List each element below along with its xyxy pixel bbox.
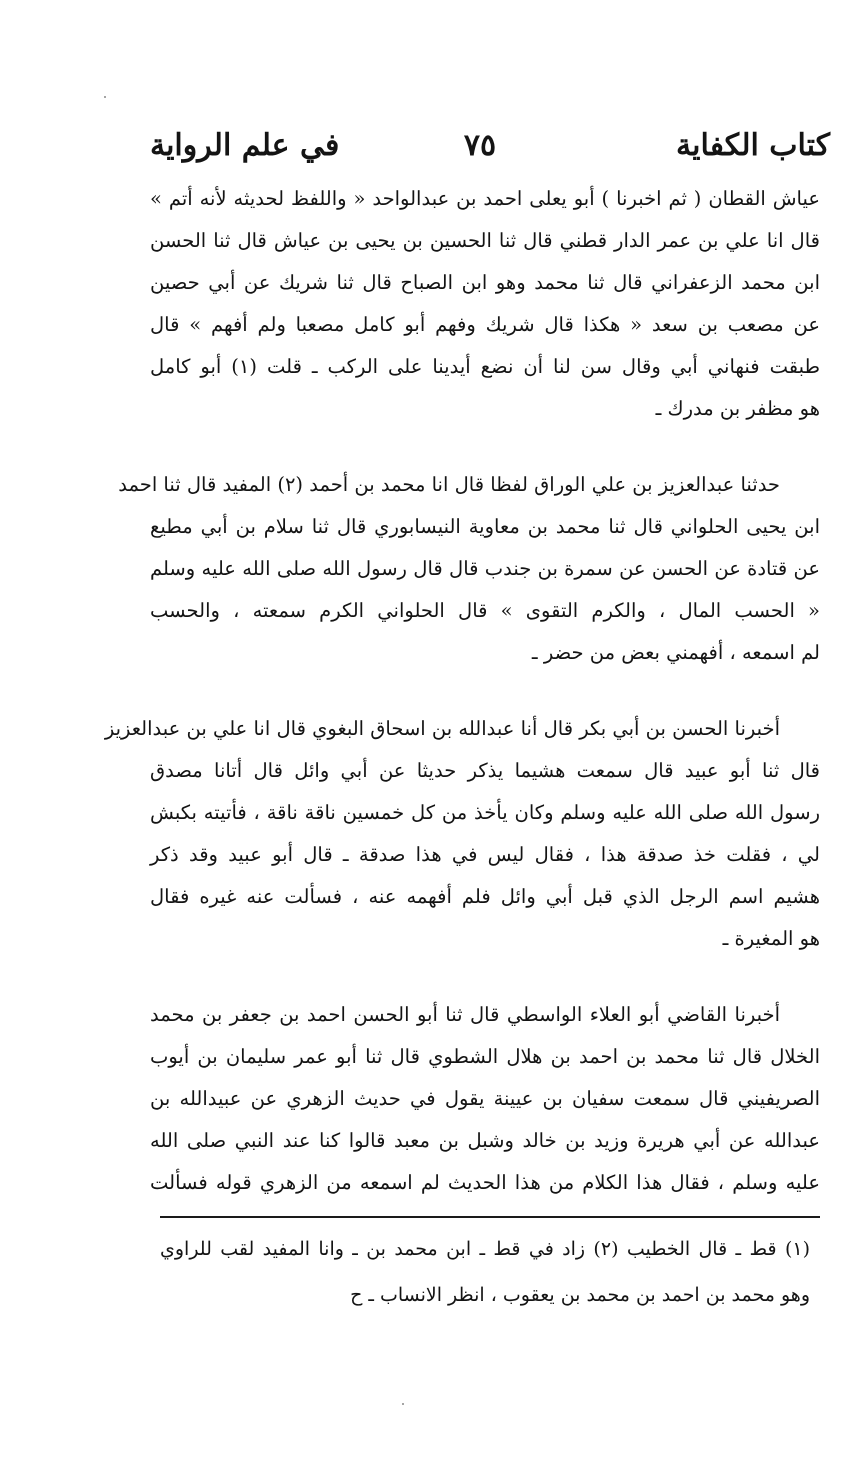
text-line: عليه وسلم ، فقال هذا الكلام من هذا الحديث لم اسمعه من الزهري قوله فسألت [150,1171,820,1194]
text-line: هو المغيرة ـ [722,927,820,950]
main-text [104,178,820,1204]
text-line: هو مظفر بن مدرك ـ [655,397,820,420]
text-line: عن مصعب بن سعد « هكذا قال شريك وفهم أبو كامل مصعبا ولم أفهم » قال [150,313,820,336]
text-line: لي ، فقلت خذ صدقة هذا ، فقال ليس في هذا صدقة ـ قال أبو عبيد وقد ذكر [150,843,820,866]
text-line: ابن محمد الزعفراني قال ثنا محمد وهو ابن الصباح قال ثنا شريك عن أبي حصين [150,271,820,294]
book-title: كتاب الكفاية [676,128,830,163]
running-header [150,118,830,178]
text-line: الصريفيني قال سمعت سفيان بن عيينة يقول في حديث الزهري عن عبيدالله بن [150,1087,820,1110]
text-line: لم اسمعه ، أفهمني بعض من حضر ـ [531,641,820,664]
text-line: حدثنا عبدالعزيز بن علي الوراق لفظا قال انا محمد بن أحمد (٢) المفيد قال ثنا احمد [118,473,780,496]
text-line: عياش القطان ( ثم اخبرنا ) أبو يعلى احمد بن عبدالواحد « واللفظ لحديثه لأنه أتم » [150,187,820,210]
page-number: ٧٥ [463,128,497,163]
text-line: أخبرنا الحسن بن أبي بكر قال أنا عبدالله بن اسحاق البغوي قال انا علي بن عبدالعزيز [104,717,780,740]
text-line: رسول الله صلى الله عليه وسلم وكان يأخذ من كل خمسين ناقة ناقة ، فأتيته بكبش [150,801,820,824]
footnote-line: (١) قط ـ قال الخطيب (٢) زاد في قط ـ ابن محمد بن ـ وانا المفيد لقب للراوي [160,1238,810,1260]
scan-speck [402,1403,404,1405]
footnote-divider [160,1216,820,1218]
text-line: هشيم اسم الرجل الذي قبل أبي وائل فلم أفهمه عنه ، فسألت عنه غيره فقال [150,885,820,908]
scan-speck [104,96,106,98]
text-line: طبقت فنهاني أبي وقال سن لنا أن نضع أيدينا على الركب ـ قلت (١) أبو كامل [150,355,820,378]
book-subtitle: في علم الرواية [150,128,340,163]
text-line: قال ثنا أبو عبيد قال سمعت هشيما يذكر حديثا عن أبي وائل قال أتانا مصدق [150,759,820,782]
text-line: الخلال قال ثنا محمد بن احمد بن هلال الشطوي قال ثنا أبو عمر سليمان بن أيوب [150,1045,820,1068]
paragraph-2 [118,464,820,674]
text-line: عبدالله عن أبي هريرة وزيد بن خالد وشبل بن معبد قالوا كنا عند النبي صلى الله [150,1129,820,1152]
text-line: ابن يحيى الحلواني قال ثنا محمد بن معاوية النيسابوري قال ثنا سلام بن أبي مطيع [150,515,820,538]
text-line: عن قتادة عن الحسن عن سمرة بن جندب قال قال رسول الله صلى الله عليه وسلم [150,557,820,580]
paragraph-1 [150,178,820,430]
text-line: « الحسب المال ، والكرم التقوى » قال الحلواني الكرم سمعته ، والحسب [150,599,820,622]
text-line: قال انا علي بن عمر الدار قطني قال ثنا الحسين بن يحيى بن عياش قال ثنا الحسن [150,229,820,252]
paragraph-3 [104,708,820,960]
paragraph-4 [150,994,820,1204]
footnote-line: وهو محمد بن احمد بن محمد بن يعقوب ، انظر الانساب ـ ح [350,1284,810,1306]
text-line: أخبرنا القاضي أبو العلاء الواسطي قال ثنا أبو الحسن احمد بن جعفر بن محمد [150,1003,780,1026]
footnotes [160,1226,810,1318]
